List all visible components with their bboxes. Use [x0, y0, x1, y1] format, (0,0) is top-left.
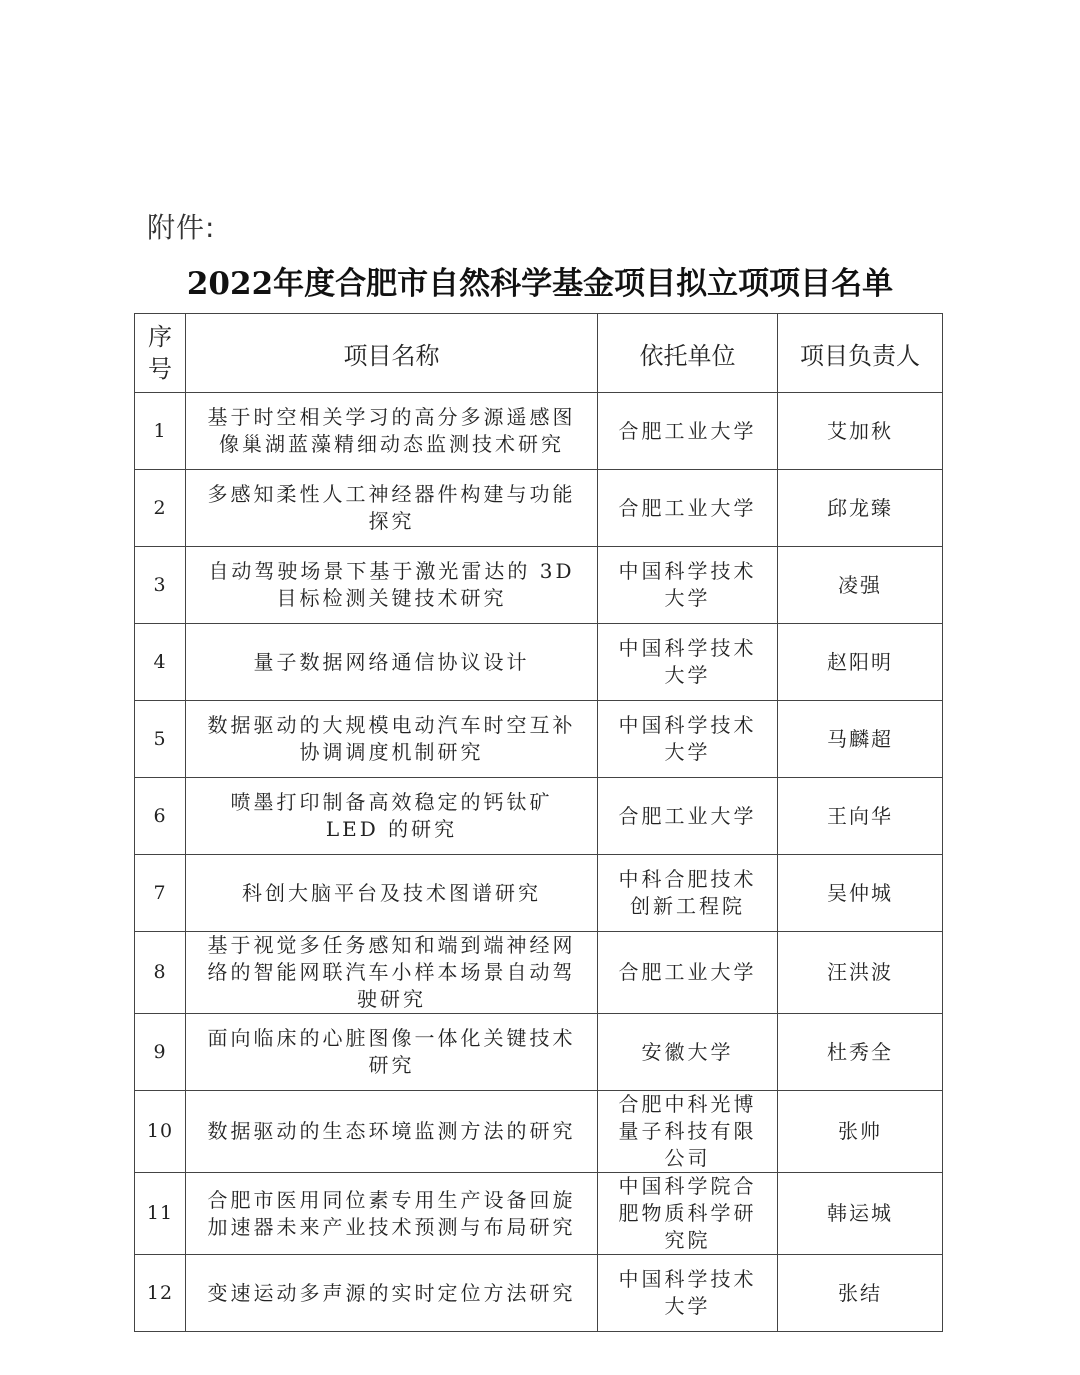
row-host-unit: 合肥工业大学: [598, 778, 778, 855]
row-host-unit: 中国科学技术大学: [598, 547, 778, 624]
row-seq: 7: [135, 855, 186, 932]
row-host-unit: 合肥中科光博量子科技有限公司: [598, 1091, 778, 1173]
table-row: [135, 393, 943, 470]
row-project-name: 面向临床的心脏图像一体化关键技术研究: [186, 1014, 598, 1091]
row-project-name: 变速运动多声源的实时定位方法研究: [186, 1255, 598, 1332]
row-project-name: 喷墨打印制备高效稳定的钙钛矿 LED 的研究: [186, 778, 598, 855]
header-project-leader: 项目负责人: [778, 314, 943, 393]
row-seq: 4: [135, 624, 186, 701]
row-host-unit: 安徽大学: [598, 1014, 778, 1091]
header-host-unit: 依托单位: [598, 314, 778, 393]
row-project-name: 基于视觉多任务感知和端到端神经网络的智能网联汽车小样本场景自动驾驶研究: [186, 932, 598, 1014]
row-project-name: 数据驱动的生态环境监测方法的研究: [186, 1091, 598, 1173]
project-list-table: [134, 313, 943, 1332]
table-row: [135, 778, 943, 855]
row-project-name: 合肥市医用同位素专用生产设备回旋加速器未来产业技术预测与布局研究: [186, 1173, 598, 1255]
document-title: 2022年度合肥市自然科学基金项目拟立项项目名单: [186, 266, 894, 302]
row-project-leader: 赵阳明: [778, 624, 943, 701]
table-row: [135, 1173, 943, 1255]
row-host-unit: 中国科学技术大学: [598, 1255, 778, 1332]
table-row: [135, 1014, 943, 1091]
row-host-unit: 中国科学技术大学: [598, 624, 778, 701]
row-project-leader: 凌强: [778, 547, 943, 624]
table-header-row: [135, 314, 943, 393]
row-project-leader: 张帅: [778, 1091, 943, 1173]
row-project-name: 科创大脑平台及技术图谱研究: [186, 855, 598, 932]
header-project-name: 项目名称: [186, 314, 598, 393]
row-seq: 2: [135, 470, 186, 547]
row-seq: 9: [135, 1014, 186, 1091]
row-host-unit: 合肥工业大学: [598, 393, 778, 470]
row-project-name: 多感知柔性人工神经器件构建与功能探究: [186, 470, 598, 547]
row-seq: 5: [135, 701, 186, 778]
row-project-name: 自动驾驶场景下基于激光雷达的 3D 目标检测关键技术研究: [186, 547, 598, 624]
table-row: [135, 932, 943, 1014]
table-row: [135, 1255, 943, 1332]
table-row: [135, 624, 943, 701]
row-project-name: 数据驱动的大规模电动汽车时空互补协调调度机制研究: [186, 701, 598, 778]
row-host-unit: 合肥工业大学: [598, 932, 778, 1014]
row-project-leader: 杜秀全: [778, 1014, 943, 1091]
row-project-leader: 韩运城: [778, 1173, 943, 1255]
row-host-unit: 合肥工业大学: [598, 470, 778, 547]
row-project-leader: 王向华: [778, 778, 943, 855]
row-seq: 8: [135, 932, 186, 1014]
table-row: [135, 1091, 943, 1173]
row-host-unit: 中国科学院合肥物质科学研究院: [598, 1173, 778, 1255]
table-row: [135, 701, 943, 778]
row-seq: 10: [135, 1091, 186, 1173]
attachment-label: 附件:: [147, 211, 216, 244]
row-seq: 3: [135, 547, 186, 624]
row-host-unit: 中科合肥技术创新工程院: [598, 855, 778, 932]
row-seq: 1: [135, 393, 186, 470]
header-seq-line1: 序: [148, 323, 172, 351]
header-seq: [135, 314, 186, 393]
row-project-name: 量子数据网络通信协议设计: [186, 624, 598, 701]
row-project-leader: 艾加秋: [778, 393, 943, 470]
row-project-leader: 马麟超: [778, 701, 943, 778]
row-host-unit: 中国科学技术大学: [598, 701, 778, 778]
table-row: [135, 855, 943, 932]
row-project-leader: 张结: [778, 1255, 943, 1332]
row-project-leader: 邱龙臻: [778, 470, 943, 547]
row-project-leader: 吴仲城: [778, 855, 943, 932]
row-project-leader: 汪洪波: [778, 932, 943, 1014]
row-seq: 11: [135, 1173, 186, 1255]
header-seq-line2: 号: [148, 355, 172, 383]
row-seq: 6: [135, 778, 186, 855]
row-project-name: 基于时空相关学习的高分多源遥感图像巢湖蓝藻精细动态监测技术研究: [186, 393, 598, 470]
row-seq: 12: [135, 1255, 186, 1332]
table-row: [135, 547, 943, 624]
table-row: [135, 470, 943, 547]
